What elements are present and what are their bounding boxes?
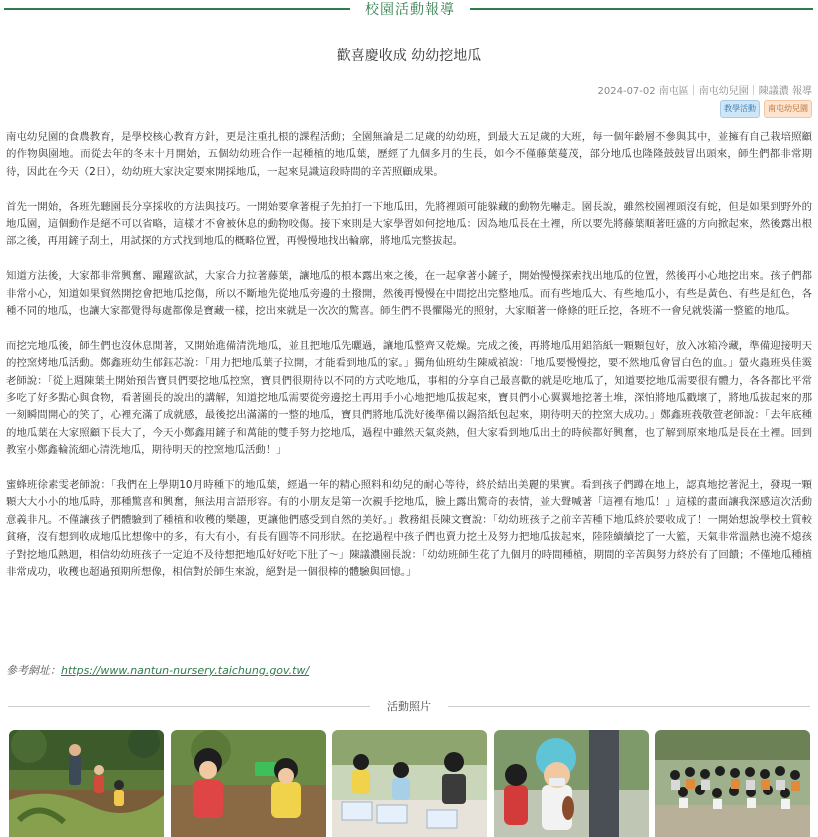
article-paragraph: 首先一開始，各班先聽園長分享採收的方法與技巧。一開始要拿著棍子先拍打一下地瓜田，先將裡頭可能躲藏的動物先嚇走。園長說，雖然校園裡頭沒有蛇，但是如果到野外的地瓜園，這個動作是絕不可以省略，這樣才不會被休息的動物咬傷。接下來則是大家學習如何挖地瓜：因為地瓜長在土裡，所以要先將藤葉順著旺盛的方向掀起來，然後露出根部之後，再用鏟子刮土，用試探的方式找到地瓜的概略位置，再慢慢地找出輪廓，將地瓜完整拔起。 xyxy=(6,200,812,248)
article-paragraph: 南屯幼兒園的食農教育，是學校核心教育方針，更是注重扎根的課程活動；全園無論是二足歲的幼幼班，到最大五足歲的大班，每一個年齡層不參與其中，並擁有自己栽培照顧的作物與園地。而從去年的冬末十月開始，五個幼幼班合作一起種植的地瓜葉，歷經了九個多月的生長，如今不僅藤葉蔓茂，部分地瓜也隆隆鼓鼓冒出頭來，師生們都非常期待，因此在今天（2日），幼幼班大家決定要來開採地瓜，一起來見識這段時間的辛苦照顧成果。 xyxy=(6,131,812,178)
section-divider-left xyxy=(4,8,350,10)
article-paragraph: 知道方法後，大家都非常興奮、躍躍欲試，大家合力拉著藤葉，讓地瓜的根本露出來之後，在一起拿著小鏟子，開始慢慢探索找出地瓜的位置，然後再小心地挖出來。孩子們都非常小心，知道如果貿然開挖會把地瓜挖傷，所以不斷地先從地瓜旁邊的土撥開，然後再慢慢在中間挖出完整地瓜。而有些地瓜大、有些地瓜小，有些是黃色、有些是紅色，各種不同的地瓜，也讓大家都覺得每處都像是寶藏一樣，挖出來就是一次次的驚喜。師生們不畏懼陽光的照射，大家順著一條條的旺丘挖，各班不一會兒就裝滿一整籃的地瓜。 xyxy=(6,270,812,318)
photos-header xyxy=(0,698,818,714)
section-divider-right xyxy=(470,8,813,10)
photos-divider-right xyxy=(448,706,810,707)
article-body xyxy=(6,129,812,582)
section-title: 校園活動報導 xyxy=(365,2,455,18)
reference-label: 參考網址： xyxy=(6,664,61,677)
article-meta: 2024-07-02 南屯區｜南屯幼兒園｜陳議濃 報導 xyxy=(597,86,812,97)
reference-link[interactable]: https://www.nantun-nursery.taichung.gov.tw/ xyxy=(61,664,310,677)
tag-list xyxy=(720,100,812,118)
tag-nantun-kindergarten[interactable]: 南屯幼兒園 xyxy=(764,100,812,118)
photos-divider-left xyxy=(8,706,370,707)
photos-title: 活動照片 xyxy=(387,700,431,713)
photo-gallery xyxy=(9,730,814,837)
tag-teaching-activity[interactable]: 教學活動 xyxy=(720,100,760,118)
gallery-photo-1[interactable] xyxy=(9,730,164,837)
gallery-photo-4[interactable] xyxy=(494,730,649,837)
gallery-photo-3[interactable] xyxy=(332,730,487,837)
gallery-photo-2[interactable] xyxy=(171,730,326,837)
section-header xyxy=(0,0,818,18)
article-paragraph: 蜜蜂班徐素雯老師說：「我們在上學期10月時種下的地瓜葉，經過一年的精心照料和幼兒的耐心等待，終於結出美麗的果實。看到孩子們蹲在地上，認真地挖著泥土，發現一顆顆大大小小的地瓜時，那種驚喜和興奮，無法用言語形容。有的小朋友是第一次親手挖地瓜，臉上露出驚奇的表情，並大聲喊著「這裡有地瓜！」這樣的畫面讓我深感這次活動意義非凡。不僅讓孩子們體驗到了種植和收穫的樂趣，更讓他們感受到自然的美好。」教務組長陳文寶說：「幼幼班孩子之前辛苦種下地瓜終於要收成了！一開始想說學校土質較貧瘠，沒有想到收成地瓜比想像中的多，有大有小，有長有圓等不同形狀。在挖過程中孩子們也賣力挖土及努力把地瓜拔起來，陸陸續續挖了一大籃，天氣非常溫熱也澆不熄孩子對挖地瓜熱迴，相信幼幼班孩子一定迫不及待想把地瓜好好吃下肚了～」陳議濃園長說：「幼幼班師生花了九個月的時間種植，期間的辛苦與努力終於有了回饋；不僅地瓜種植非常成功，收穫也超過預期所想像，相信對於師生來說，絕對是一個很棒的體驗與回憶。」 xyxy=(6,479,812,579)
gallery-photo-5[interactable] xyxy=(655,730,810,837)
article-paragraph: 而挖完地瓜後，師生們也沒休息閒著，又開始進備清洗地瓜，並且把地瓜先曬過，讓地瓜整齊又乾燥。完成之後，再將地瓜用鋁箔紙一顆顆包好，放入冰箱冷藏，準備迎接明天的控窯烤地瓜活動。鄭鑫班幼生郁鈺芯說：「用力把地瓜葉子拉開，才能看到地瓜的家。」獨角仙班幼生陳威禎說：「地瓜要慢慢挖，要不然地瓜會冒白色的血。」螢火蟲班吳佳霙老師說：「從上週陳葉土開始預告寶貝們要挖地瓜控窯，寶貝們很期待以不同的方式吃地瓜，事相的分享自己最喜歡的就是吃地瓜了，知道要挖地瓜需要很有體力，各各都比平常多吃了好多點心與食物，看著園長的說出的講解，知道挖地瓜需要從旁邊挖土再用手小心地把地瓜拔起來，寶貝們小心翼翼地挖著土堆，深怕將地瓜戳壞了，將地瓜拔起來的那一刻瞬間開心的笑了，心裡充滿了成就感，最後挖出滿滿的一整的地瓜，寶貝們將地瓜洗好後準備以錫箔紙包起來，期待明天的控窯大成功。」鄭鑫班莪敬萱老師說：「去年底種的地瓜葉在大家照顧下長大了，今天小鄭鑫用鏟子和萬能的雙手努力挖地瓜，過程中雖然天氣炎熱，但大家看到地瓜出土的時候都好興奮，也了解到原來地瓜是長在土裡。回到教室小鄭鑫輪流細心清洗地瓜，期待明天的控窯地瓜活動！」 xyxy=(6,339,812,457)
article-title: 歡喜慶收成 幼幼挖地瓜 xyxy=(336,48,482,64)
reference xyxy=(6,662,309,678)
